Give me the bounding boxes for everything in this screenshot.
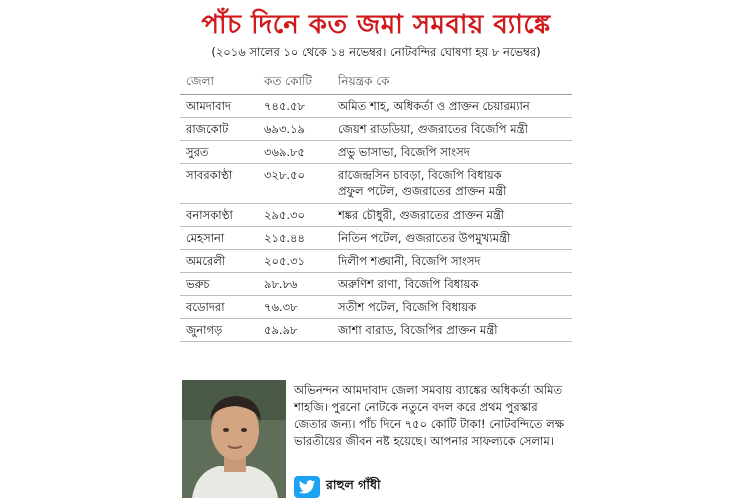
controller-cell bbox=[330, 167, 572, 199]
subheadline: (২০১৬ সালের ১০ থেকে ১৪ নভেম্বর। নোটবন্দির ঘোষণা হয় ৮ নভেম্বর) bbox=[211, 45, 541, 59]
header-crore: কত কোটি bbox=[264, 74, 312, 88]
crore-cell: ৩২৮.৫০ bbox=[264, 168, 306, 182]
crore-cell: ৭৪৫.৫৮ bbox=[264, 99, 305, 113]
district-cell: মেহসানা bbox=[186, 231, 225, 245]
controller-cell: দিলীপ শঙ্ঘানী, বিজেপি সাংসদ bbox=[338, 254, 481, 268]
crore-cell: ২০৫.৩১ bbox=[264, 254, 306, 268]
district-cell: রাজকোট bbox=[186, 122, 229, 136]
crore-cell: ৩৬৯.৮৫ bbox=[264, 145, 305, 159]
district-cell: অমরেলী bbox=[186, 254, 226, 268]
controller-cell: জেয়শ রাডডিয়া, গুজরাতের বিজেপি মন্ত্রী bbox=[338, 122, 528, 136]
table-row bbox=[180, 164, 572, 204]
controller-cell: জাশা বারাড, বিজেপির প্রাক্তন মন্ত্রী bbox=[338, 323, 498, 337]
crore-cell: ৬৯৩.১৯ bbox=[264, 122, 305, 136]
header-controller: নিয়ন্ত্রক কে bbox=[338, 74, 390, 88]
table-row bbox=[180, 273, 572, 296]
table-header bbox=[180, 72, 572, 95]
news-graphic bbox=[180, 0, 572, 500]
portrait-image bbox=[182, 380, 286, 498]
controller-cell: শঙ্কর চৌধুরী, গুজরাতের প্রাক্তন মন্ত্রী bbox=[338, 208, 505, 222]
controller-cell: অমিত শাহ, অধিকর্তা ও প্রাক্তন চেয়ারম্যান bbox=[338, 99, 530, 113]
tweet-signature bbox=[294, 476, 381, 498]
controller-line-1: রাজেন্দ্রসিন চাবড়া, বিজেপি বিধায়ক bbox=[338, 168, 502, 182]
table-row bbox=[180, 204, 572, 227]
controller-line-2: প্রফুল পটেল, গুজরাতের প্রাক্তন মন্ত্রী bbox=[338, 184, 507, 198]
table-row bbox=[180, 296, 572, 319]
crore-cell: ৭৬.৩৮ bbox=[264, 300, 298, 314]
controller-cell: সতীশ পটেল, বিজেপি বিধায়ক bbox=[338, 300, 477, 314]
district-cell: ভরুচ bbox=[186, 277, 210, 291]
controller-cell: প্রভু ভাসাভা, বিজেপি সাংসদ bbox=[338, 145, 470, 159]
tweet-author: রাহুল গাঁধী bbox=[326, 477, 381, 492]
crore-cell: ২৯৫.৩০ bbox=[264, 208, 306, 222]
headline: পাঁচ দিনে কত জমা সমবায় ব্যাঙ্কে bbox=[201, 10, 551, 40]
crore-cell: ৯৮.৮৬ bbox=[264, 277, 298, 291]
district-cell: জুনাগড় bbox=[186, 323, 223, 337]
tweet-text: অভিনন্দন আমদাবাদ জেলা সমবায় ব্যাঙ্কের অধিকর্তা অমিত শাহজি। পুরনো নোটকে নতুনে বদল করে প্রথম পুরস্কার জেতার জন্য। পাঁচ দিনে ৭৫০ কোটি টাকা! নোটবন্দিতে লক্ষ ভারতীয়ের জীবন নষ্ট হয়েছে। আপনার সাফল্যকে সেলাম। bbox=[294, 383, 565, 448]
table-row bbox=[180, 95, 572, 118]
district-cell: বনাসকাণ্ঠা bbox=[186, 208, 233, 222]
table-row bbox=[180, 319, 572, 342]
tweet-quote bbox=[182, 380, 572, 498]
table-row bbox=[180, 227, 572, 250]
district-cell: বডোদরা bbox=[186, 300, 225, 314]
district-cell: সুরত bbox=[186, 145, 209, 159]
crore-cell: ৫৯.৯৮ bbox=[264, 323, 298, 337]
table-row bbox=[180, 141, 572, 164]
district-cell: আমদাবাদ bbox=[186, 99, 231, 113]
header-district: জেলা bbox=[186, 74, 215, 88]
table-row bbox=[180, 250, 572, 273]
author-photo bbox=[182, 380, 286, 498]
crore-cell: ২১৫.৪৪ bbox=[264, 231, 305, 245]
controller-cell: অরুণিশ রাণা, বিজেপি বিধায়ক bbox=[338, 277, 479, 291]
district-cell: সাবরকাণ্ঠা bbox=[186, 168, 233, 182]
deposits-table bbox=[180, 72, 572, 342]
table-row bbox=[180, 118, 572, 141]
controller-cell: নিতিন পটেল, গুজরাতের উপমুখ্যমন্ত্রী bbox=[338, 231, 511, 245]
twitter-icon bbox=[294, 476, 320, 498]
